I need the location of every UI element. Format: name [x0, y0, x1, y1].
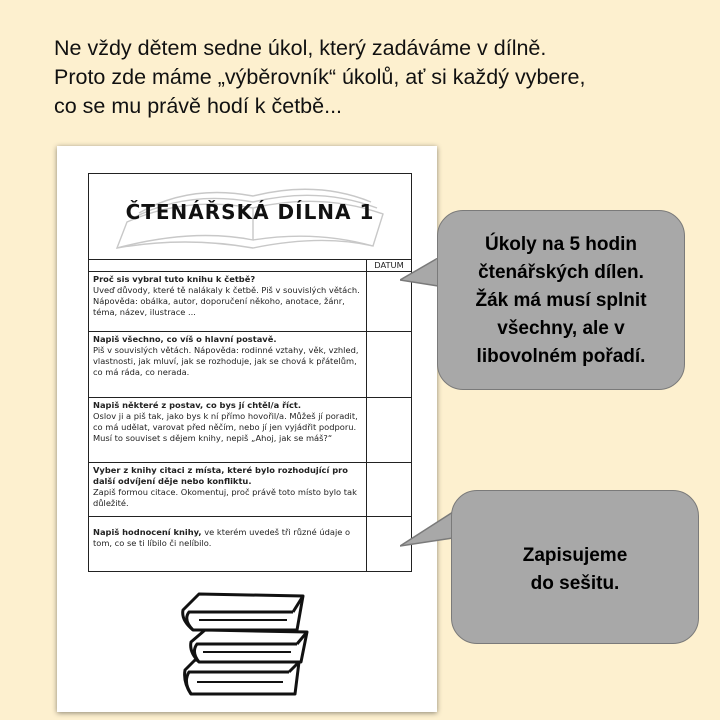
tasks-table	[88, 259, 412, 572]
stacked-books-icon	[177, 584, 317, 702]
task-body: ve kterém uvedeš tři různé údaje o tom, co se ti líbilo či nelíbilo.	[93, 527, 351, 548]
table-row	[89, 272, 412, 332]
task-cell	[89, 517, 367, 572]
callout-bubble-notebook	[451, 490, 699, 644]
bubble1-line-3: Žák má musí splnit	[475, 290, 647, 311]
bubble2-line-1: Zapisujeme	[522, 545, 628, 566]
callout-bubble-tasks	[437, 210, 685, 390]
table-row	[89, 463, 412, 517]
task-cell	[89, 463, 367, 517]
task-title: Napiš hodnocení knihy,	[93, 527, 202, 537]
datum-cell	[367, 332, 412, 398]
task-title: Napiš některé z postav, co bys jí chtěl/a říct.	[93, 400, 302, 410]
table-row	[89, 398, 412, 463]
bubble1-line-2: čtenářských dílen.	[478, 262, 644, 283]
intro-line-2: Proto zde máme „výběrovník“ úkolů, ať si každý vybere,	[54, 65, 586, 89]
worksheet-title-box	[88, 173, 412, 260]
intro-line-1: Ne vždy dětem sedne úkol, který zadáváme v dílně.	[54, 36, 547, 60]
bubble-tail-2	[400, 512, 454, 552]
bubble-tail-1	[400, 258, 440, 288]
task-title: Vyber z knihy citaci z místa, které bylo rozhodující pro další odvíjení děje nebo konfliktu.	[93, 465, 348, 486]
task-cell	[89, 398, 367, 463]
table-header-row	[89, 260, 412, 272]
task-title: Proč sis vybral tuto knihu k četbě?	[93, 274, 256, 284]
table-row	[89, 517, 412, 572]
task-body: Oslov ji a piš tak, jako bys k ní přímo hovořil/a. Můžeš jí poradit, co má udělat, varovat před něčím, nebo jí jen vyjádřit podporu. Musí to souviset s dějem knihy, nepiš „Ahoj, jak se máš?“	[93, 411, 358, 443]
worksheet-page	[57, 146, 437, 712]
task-cell	[89, 332, 367, 398]
bubble1-line-5: libovolném pořadí.	[476, 346, 646, 367]
intro-text	[54, 34, 694, 121]
task-title: Napiš všechno, co víš o hlavní postavě.	[93, 334, 277, 344]
datum-cell	[367, 398, 412, 463]
table-row	[89, 332, 412, 398]
intro-line-3: co se mu právě hodí k četbě...	[54, 94, 343, 118]
datum-cell	[367, 463, 412, 517]
bubble1-line-1: Úkoly na 5 hodin	[484, 234, 638, 255]
bubble1-line-4: všechny, ale v	[497, 318, 625, 339]
task-column-header	[89, 260, 367, 272]
task-cell	[89, 272, 367, 332]
task-body: Piš v souvislých větách. Nápověda: rodinné vztahy, věk, vzhled, vlastnosti, jak mluví, jak se rozhoduje, jak se chová k přátelům, co má ráda, co nerada.	[93, 345, 359, 377]
bubble2-line-2: do sešitu.	[530, 573, 620, 594]
datum-column-header: DATUM	[367, 260, 412, 272]
worksheet-title: ČTENÁŘSKÁ DÍLNA 1	[125, 200, 375, 224]
task-body: Uveď důvody, které tě nalákaly k četbě. Piš v souvislých větách. Nápověda: obálka, autor, doporučení někoho, anotace, žánr, téma, název, ilustrace ...	[93, 285, 360, 317]
task-body: Zapiš formou citace. Okomentuj, proč právě toto místo bylo tak důležité.	[93, 487, 357, 508]
